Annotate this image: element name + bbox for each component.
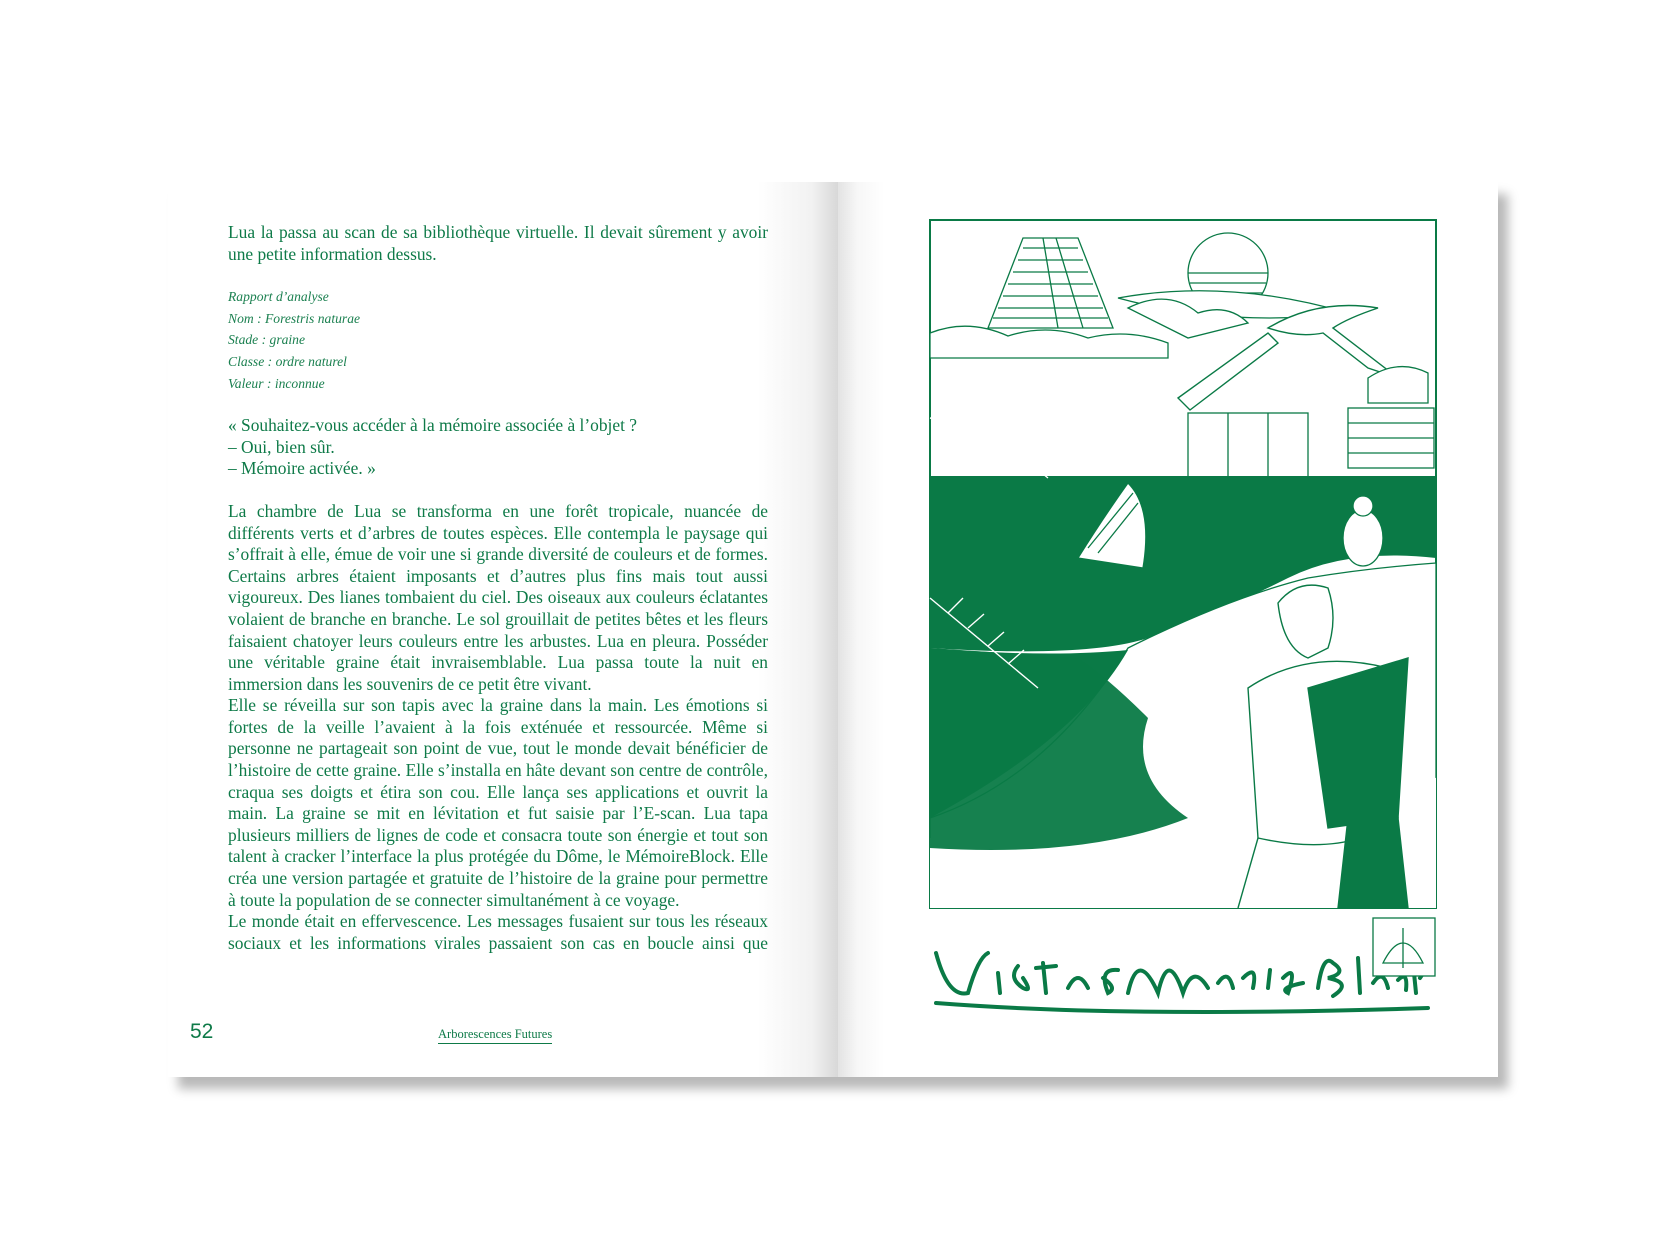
running-title: Arborescences Futures (438, 1027, 552, 1044)
page-number: 52 (190, 1020, 214, 1043)
book-spread (168, 182, 1498, 1077)
illustration (928, 218, 1440, 1054)
caption-lettering (936, 953, 1428, 1012)
right-page (838, 182, 1498, 1077)
story-paragraph: La chambre de Lua se transforma en une forêt tropicale, nuancée de différents verts et d’arbres de toutes espèces. Elle contempla le paysage qui s’offrait à elle, émue de voir une si grande diversité de couleurs et de formes. Certains arbres étaient imposants et d’autres plus fins mais tout aussi vigoureux. Des lianes tombaient du ciel. Des oiseaux aux couleurs éclatantes volaient de branche en branche. Le sol grouillait de petites bêtes et les fleurs faisaient chatoyer leurs couleurs entre les arbustes. Lua en pleura. Posséder une véritable graine était invraisemblable. Lua passa toute la nuit en immersion dans les souvenirs de ce petit être vivant. (228, 500, 768, 694)
story-paragraph: Le monde était en effervescence. Les messages fusaient sur tous les réseaux sociaux et les informations virales passaient son cas en boucle ainsi que (228, 911, 768, 953)
report-line: Valeur : inconnue (228, 375, 325, 391)
analysis-report (228, 286, 768, 394)
body-text (228, 222, 768, 954)
stamp-icon (1373, 918, 1435, 976)
report-line: Rapport d’analyse (228, 289, 329, 305)
report-line: Stade : graine (228, 332, 306, 348)
dialog-line: « Souhaitez-vous accéder à la mémoire associée à l’objet ? (228, 415, 637, 436)
intro-paragraph: Lua la passa au scan de sa bibliothèque virtuelle. Il devait sûrement y avoir une petite information dessus. (228, 222, 768, 264)
story-paragraph: Elle se réveilla sur son tapis avec la graine dans la main. Les émotions si fortes de la veille l’avaient à la fois exténuée et ressourcée. Même si personne ne partageait son point de vue, tout le monde devait bénéficier de l’histoire de cette graine. Elle s’installa en hâte devant son centre de contrôle, craqua ses doigts et étira son cou. Elle lança ses applications et ouvrit la main. La graine se mit en lévitation et fut saisie par l’E-scan. Lua tapa plusieurs milliers de lignes de code et consacra toute son énergie et tout son talent à cracker l’interface la plus protégée du Dôme, le MémoireBlock. Elle créa une version partagée et gratuite de l’histoire de la graine pour permettre à toute la population de se connecter simultanément à ce voyage. (228, 695, 768, 910)
dialog (228, 415, 768, 480)
dialog-line: – Mémoire activée. » (228, 458, 376, 479)
left-page (168, 182, 838, 1077)
report-line: Classe : ordre naturel (228, 353, 347, 369)
report-line: Nom : Forestris naturae (228, 310, 361, 326)
dialog-line: – Oui, bien sûr. (228, 436, 335, 457)
